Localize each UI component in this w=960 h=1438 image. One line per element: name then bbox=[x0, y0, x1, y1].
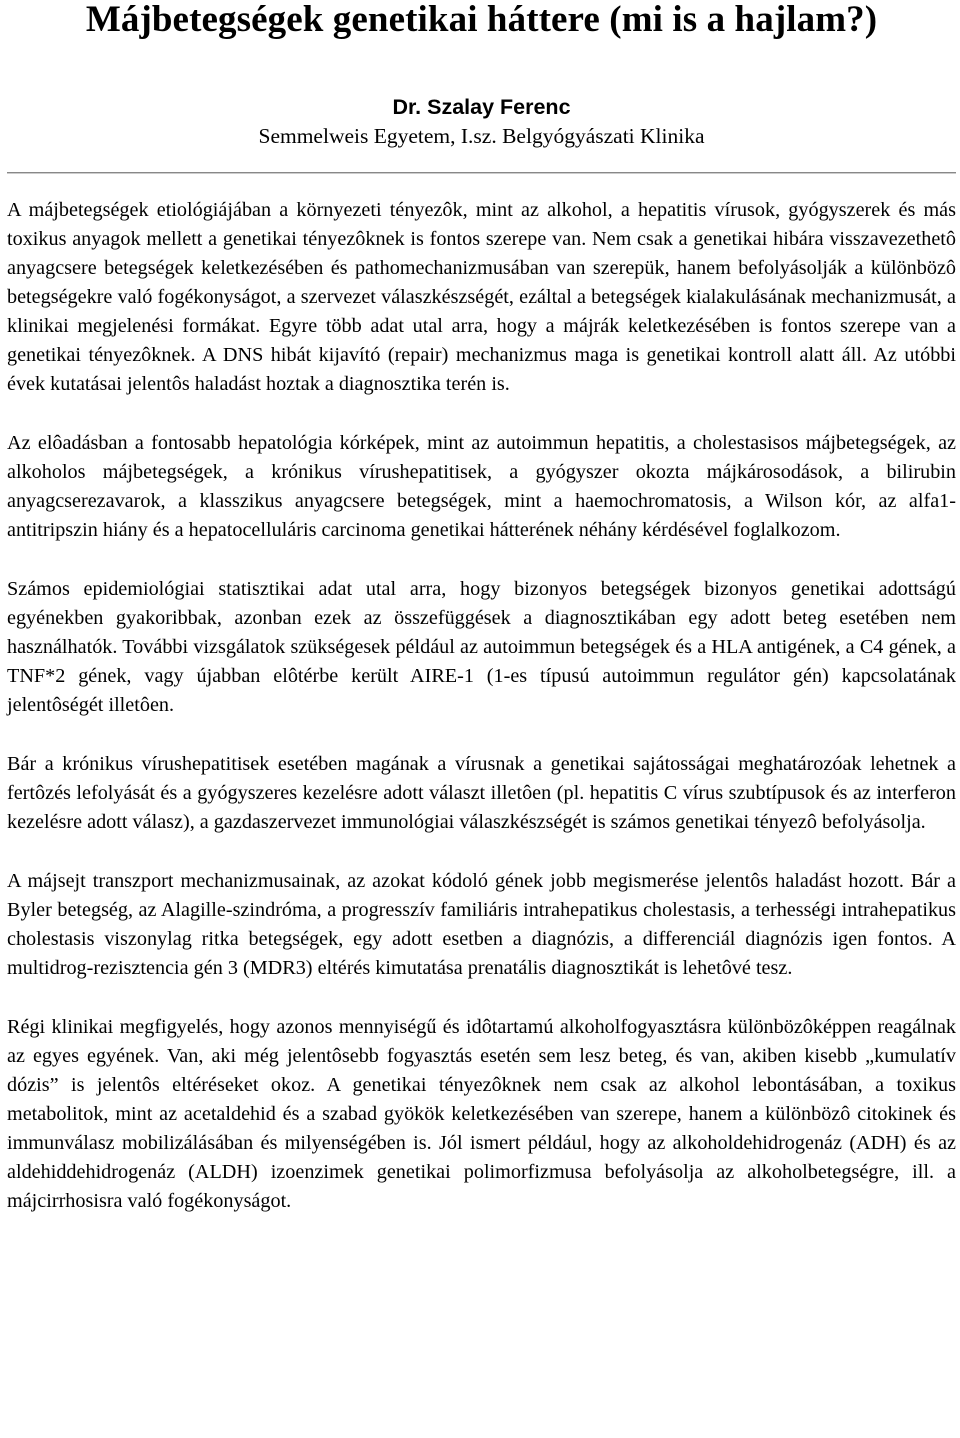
body-paragraph: Bár a krónikus vírushepatitisek esetében magának a vírusnak a genetikai sajátosságai meghatározóak lehetnek a fertôzés lefolyását és a gyógyszeres kezelésre adott választ illetôen (pl. hepatitis C vírus szubtípusok és az interferon kezelésre adott válasz), a gazdaszervezet immunológiai válaszkészségét is számos genetikai tényezô befolyásolja. bbox=[7, 753, 956, 833]
document-title: Májbetegségek genetikai háttere (mi is a hajlam?) bbox=[85, 0, 878, 40]
body-paragraph: A májsejt transzport mechanizmusainak, az azokat kódoló gének jobb megismerése jelentôs haladást hozott. Bár a Byler betegség, az Alagille-szindróma, a progresszív familiáris intrahepatikus cholestasis, a terhességi intrahepatikus cholestasis viszonylag ritka betegségek, egy adott esetben a diagnózis, a differenciál diagnózis igen fontos. A multidrog-rezisztencia gén 3 (MDR3) eltérés kimutatása prenatális diagnosztikát is lehetôvé tesz. bbox=[7, 870, 956, 979]
body-paragraph: Az elôadásban a fontosabb hepatológia kórképek, mint az autoimmun hepatitis, a cholestasisos májbetegségek, az alkoholos májbetegségek, a krónikus vírushepatitisek, a gyógyszer okozta májkárosodások, a bilirubin anyagcserezavarok, a klasszikus anyagcsere betegségek, mint a haemochromatosis, a Wilson kór, az alfa1-antitripszin hiány és a hepatocelluláris carcinoma genetikai hátterének néhány kérdésével foglalkozom. bbox=[7, 432, 956, 541]
body-paragraph: Régi klinikai megfigyelés, hogy azonos mennyiségű és idôtartamú alkoholfogyasztásra különbözôképpen reagálnak az egyes egyének. Van, aki még jelentôsebb fogyasztás esetén sem lesz beteg, és van, akiben kisebb „kumulatív dózis” is jelentôs eltéréseket okoz. A genetikai tényezôknek nem csak az alkohol lebontásában, a toxikus metabolitok, mint az acetaldehid és a szabad gyökök keletkezésében van szerepe, hanem a különbözô citokinek és immunválasz mobilizálásában és milyenségében is. Jól ismert például, hogy az alkoholdehidrogenáz (ADH) és az aldehiddehidrogenáz (ALDH) izoenzimek genetikai polimorfizmusa befolyásolja az alkoholbetegségre, ill. a májcirrhosisra való fogékonyságot. bbox=[7, 1016, 956, 1212]
author-affiliation: Semmelweis Egyetem, I.sz. Belgyógyászati Klinika bbox=[258, 124, 705, 148]
horizontal-divider bbox=[7, 172, 956, 174]
body-paragraph: Számos epidemiológiai statisztikai adat utal arra, hogy bizonyos betegségek bizonyos genetikai adottságú egyénekben gyakoribbak, azonban ezek az összefüggések a diagnosztikában egy adott beteg esetében nem használhatók. További vizsgálatok szükségesek például az autoimmun betegségek és a HLA antigének, a C4 gének, a TNF*2 gének, vagy újabban elôtérbe került AIRE-1 (1-es típusú autoimmun regulátor gén) kapcsolatának jelentôségét illetôen. bbox=[7, 578, 956, 716]
document-body bbox=[7, 196, 956, 1216]
author-block bbox=[7, 93, 956, 151]
author-name: Dr. Szalay Ferenc bbox=[392, 95, 571, 119]
body-paragraph: A májbetegségek etiológiájában a környezeti tényezôk, mint az alkohol, a hepatitis vírusok, gyógyszerek és más toxikus anyagok mellett a genetikai tényezôknek is fontos szerepe van. Nem csak a genetikai hibára visszavezethetô anyagcsere betegségek keletkezésében és pathomechanizmusában van szerepük, hanem befolyásolják a különbözô betegségekre való fogékonyságot, a szervezet válaszkészségét, ezáltal a betegségek kialakulásának mechanizmusát, a klinikai megjelenési formákat. Egyre több adat utal arra, hogy a májrák keletkezésében is fontos szerepe van a genetikai tényezôknek. A DNS hibát kijavító (repair) mechanizmus maga is genetikai kontroll alatt áll. Az utóbbi évek kutatásai jelentôs haladást hoztak a diagnosztika terén is. bbox=[7, 199, 956, 395]
document-page bbox=[7, 0, 956, 1216]
